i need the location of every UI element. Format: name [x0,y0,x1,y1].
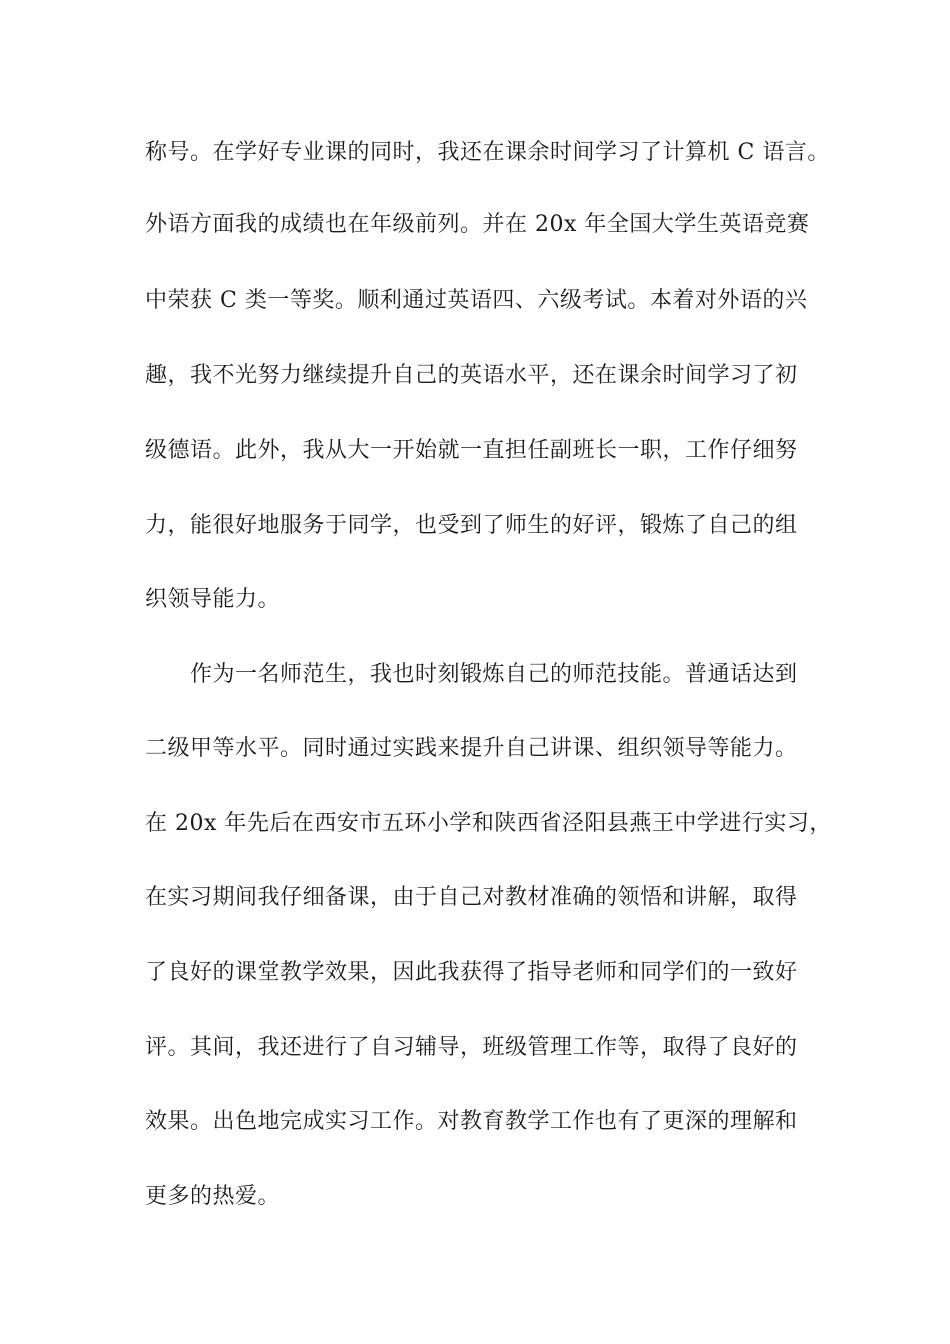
text-line: 了良好的课堂教学效果，因此我获得了指导老师和同学们的一致好 [145,960,798,985]
text-line: 二级甲等水平。同时通过实践来提升自己讲课、组织领导等能力。 [145,736,798,761]
text-line: 效果。出色地完成实习工作。对教育教学工作也有了更深的理解和 [145,1109,798,1134]
text-line-indented: 作为一名师范生，我也时刻锻炼自己的师范技能。普通话达到 [190,662,798,687]
text-line: 中荣获 C 类一等奖。顺利通过英语四、六级考试。本着对外语的兴 [145,288,808,313]
text-line: 在实习期间我仔细备课，由于自己对教材准确的领悟和讲解，取得 [145,885,798,910]
text-line: 外语方面我的成绩也在年级前列。并在 20x 年全国大学生英语竞赛 [145,212,810,237]
text-line: 力，能很好地服务于同学，也受到了师生的好评，锻炼了自己的组 [145,513,798,538]
text-line: 评。其间，我还进行了自习辅导，班级管理工作等，取得了良好的 [145,1035,798,1060]
text-line: 在 20x 年先后在西安市五环小学和陕西省泾阳县燕王中学进行实习， [145,811,832,836]
text-line: 趣，我不光努力继续提升自己的英语水平，还在课余时间学习了初 [145,363,798,388]
text-line: 级德语。此外，我从大一开始就一直担任副班长一职，工作仔细努 [145,438,798,463]
text-line: 织领导能力。 [145,587,281,612]
text-line: 称号。在学好专业课的同时，我还在课余时间学习了计算机 C 语言。 [145,140,830,165]
text-line: 更多的热爱。 [145,1184,281,1209]
